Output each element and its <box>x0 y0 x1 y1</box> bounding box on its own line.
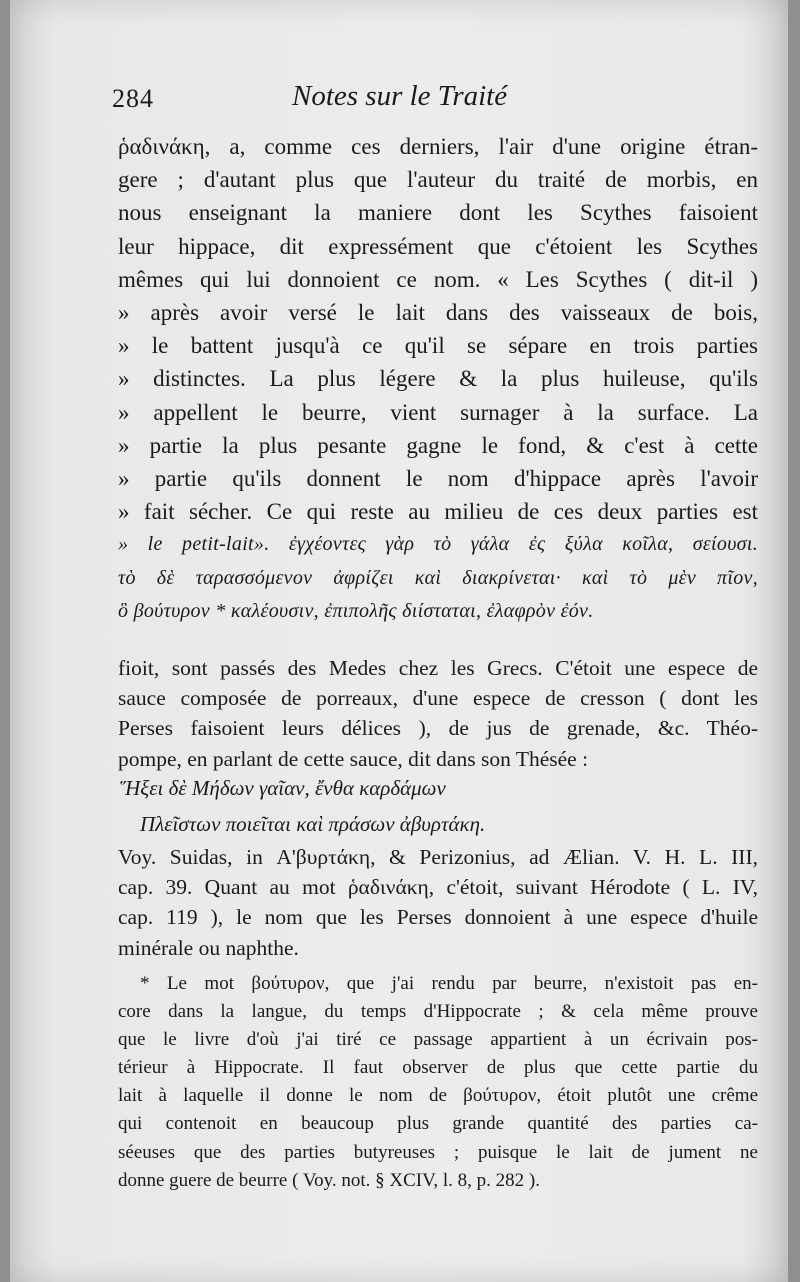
reference-paragraph <box>118 842 758 963</box>
greek-verse <box>118 770 758 842</box>
verse-line: Ἥξει δὲ Μήδων γαῖαν, ἔνθα καρδάμων <box>120 776 446 800</box>
greek-text-line: » le petit-lait». ἐγχέοντες γὰρ τὸ γάλα ἐς ξύλα κοῖλα, σείουσι. <box>118 533 758 556</box>
greek-text-line: τὸ δὲ ταρασσόμενον ἀφρίζει καὶ διακρίνεται· καὶ τὸ μὲν πῖον, <box>118 566 758 589</box>
text-line: ῥαδινάκη, a, comme ces derniers, l'air d'une origine étran- <box>118 134 758 159</box>
footnote-line: donne guere de beurre ( Voy. not. § XCIV, l. 8, p. 282 ). <box>118 1169 540 1191</box>
greek-text-line: ὃ βούτυρον * καλέουσιν, ἐπιπολῆς διίσταται, ἐλαφρὸν ἐόν. <box>118 599 594 622</box>
text-line: » partie la plus pesante gagne le fond, & c'est à cette <box>118 432 758 458</box>
text-line: » le battent jusqu'à ce qu'il se sépare en trois parties <box>118 333 758 359</box>
verse-line: Πλεῖστων ποιεῖται καὶ πράσων ἀβυρτάκη. <box>140 812 486 836</box>
text-line: leur hippace, dit expressément que c'étoient les Scythes <box>118 233 758 259</box>
running-title: Notes sur le Traité <box>292 80 508 112</box>
text-line: cap. 119 ), le nom que les Perses donnoient à une espece d'huile <box>118 905 758 930</box>
footnote-line: * Le mot βούτυρον, que j'ai rendu par beurre, n'existoit pas en- <box>140 973 758 994</box>
book-page <box>10 0 788 1282</box>
note-paragraph <box>118 653 758 774</box>
page-number: 284 <box>112 84 154 113</box>
text-line: » appellent le beurre, vient surnager à la surface. La <box>118 399 758 425</box>
footnote <box>118 970 758 1195</box>
text-line: fioit, sont passés des Medes chez les Grecs. C'étoit une espece de <box>118 656 758 680</box>
footnote-line: qui contenoit en beaucoup plus grande quantité des parties ca- <box>118 1113 758 1135</box>
text-line: » distinctes. La plus légere & la plus huileuse, qu'ils <box>118 366 758 392</box>
footnote-line: lait à laquelle il donne le nom de βούτυρον, étoit plutôt une crême <box>118 1085 758 1107</box>
text-line: cap. 39. Quant au mot ῥαδινάκη, c'étoit, suivant Hérodote ( L. IV, <box>118 875 758 900</box>
text-line: nous enseignant la maniere dont les Scythes faisoient <box>118 200 758 226</box>
page-header <box>102 80 662 120</box>
text-line: mêmes qui lui donnoient ce nom. « Les Scythes ( dit-il ) <box>118 266 758 292</box>
text-line: Voy. Suidas, in Α'βυρτάκη, & Perizonius, ad Ælian. V. H. L. III, <box>118 845 758 869</box>
main-paragraph <box>118 130 758 628</box>
footnote-line: core dans la langue, du temps d'Hippocrate ; & cela même prouve <box>118 1001 758 1023</box>
text-line: gere ; d'autant plus que l'auteur du traité de morbis, en <box>118 167 758 193</box>
text-line: pompe, en parlant de cette sauce, dit dans son Thésée : <box>118 746 589 771</box>
footnote-line: térieur à Hippocrate. Il faut observer de plus que cette partie du <box>118 1057 758 1079</box>
text-line: » après avoir versé le lait dans des vaisseaux de bois, <box>118 300 758 326</box>
text-line: minérale ou naphthe. <box>118 935 299 960</box>
text-line: sauce composée de porreaux, d'une espece de cresson ( dont les <box>118 686 758 711</box>
text-line: » fait sécher. Ce qui reste au milieu de ces deux parties est <box>118 499 758 525</box>
text-line: » partie qu'ils donnent le nom d'hippace après l'avoir <box>118 466 758 492</box>
footnote-line: que le livre d'où j'ai tiré ce passage appartient à un écrivain pos- <box>118 1029 758 1051</box>
footnote-line: séeuses que des parties butyreuses ; puisque le lait de jument ne <box>118 1141 758 1163</box>
text-line: Perses faisoient leurs délices ), de jus de grenade, &c. Théo- <box>118 716 758 741</box>
